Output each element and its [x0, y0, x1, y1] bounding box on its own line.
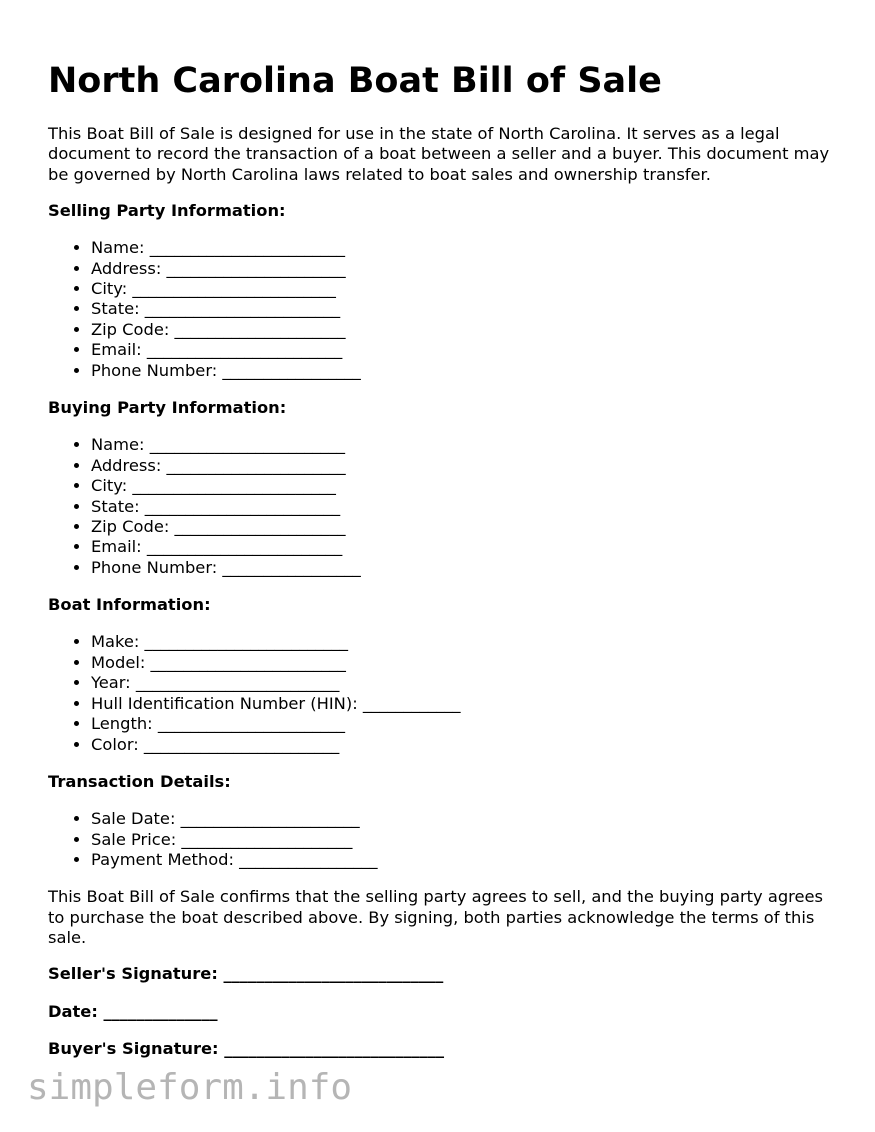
transaction-field-list — [48, 809, 838, 870]
boat-year-field: • Year: _________________________ — [91, 673, 838, 693]
buyer-section-heading: Buying Party Information: — [48, 398, 287, 418]
seller-name-field: • Name: ________________________ — [91, 238, 838, 258]
document-page — [48, 58, 838, 1076]
boat-section-heading: Boat Information: — [48, 595, 211, 615]
boat-model-field: • Model: ________________________ — [91, 653, 838, 673]
buyer-signature-line: Buyer's Signature: ___________________________ — [48, 1038, 444, 1058]
boat-length-field: • Length: _______________________ — [91, 714, 838, 734]
seller-email-field: • Email: ________________________ — [91, 340, 838, 360]
buyer-field-list — [48, 435, 838, 578]
seller-section-heading: Selling Party Information: — [48, 200, 286, 220]
document-title: North Carolina Boat Bill of Sale — [48, 61, 662, 101]
sale-date-field: • Sale Date: ______________________ — [91, 809, 838, 829]
boat-color-field: • Color: ________________________ — [91, 735, 838, 755]
buyer-phone-field: • Phone Number: _________________ — [91, 558, 838, 578]
seller-city-field: • City: _________________________ — [91, 279, 838, 299]
buyer-city-field: • City: _________________________ — [91, 476, 838, 496]
closing-paragraph: This Boat Bill of Sale confirms that the selling party agrees to sell, and the buying party agrees to purchase the boat described above. By signing, both parties acknowledge the terms of this sale. — [48, 887, 824, 948]
buyer-email-field: • Email: ________________________ — [91, 537, 838, 557]
sale-price-field: • Sale Price: _____________________ — [91, 830, 838, 850]
transaction-section-heading: Transaction Details: — [48, 771, 231, 791]
boat-make-field: • Make: _________________________ — [91, 632, 838, 652]
seller-state-field: • State: ________________________ — [91, 299, 838, 319]
buyer-name-field: • Name: ________________________ — [91, 435, 838, 455]
buyer-zip-field: • Zip Code: _____________________ — [91, 517, 838, 537]
seller-signature-line: Seller's Signature: ___________________________ — [48, 964, 444, 984]
buyer-address-field: • Address: ______________________ — [91, 456, 838, 476]
payment-method-field: • Payment Method: _________________ — [91, 850, 838, 870]
boat-hin-field: • Hull Identification Number (HIN): ____________ — [91, 694, 838, 714]
seller-zip-field: • Zip Code: _____________________ — [91, 320, 838, 340]
seller-field-list — [48, 238, 838, 381]
signature-date-line: Date: ______________ — [48, 1001, 218, 1021]
intro-paragraph: This Boat Bill of Sale is designed for use in the state of North Carolina. It serves as a legal document to record the transaction of a boat between a seller and a buyer. This document may be governed by North Carolina laws related to boat sales and ownership transfer. — [48, 124, 830, 184]
buyer-state-field: • State: ________________________ — [91, 497, 838, 517]
seller-phone-field: • Phone Number: _________________ — [91, 361, 838, 381]
boat-field-list — [48, 632, 838, 754]
seller-address-field: • Address: ______________________ — [91, 259, 838, 279]
watermark-text: simpleform.info — [27, 1067, 353, 1108]
